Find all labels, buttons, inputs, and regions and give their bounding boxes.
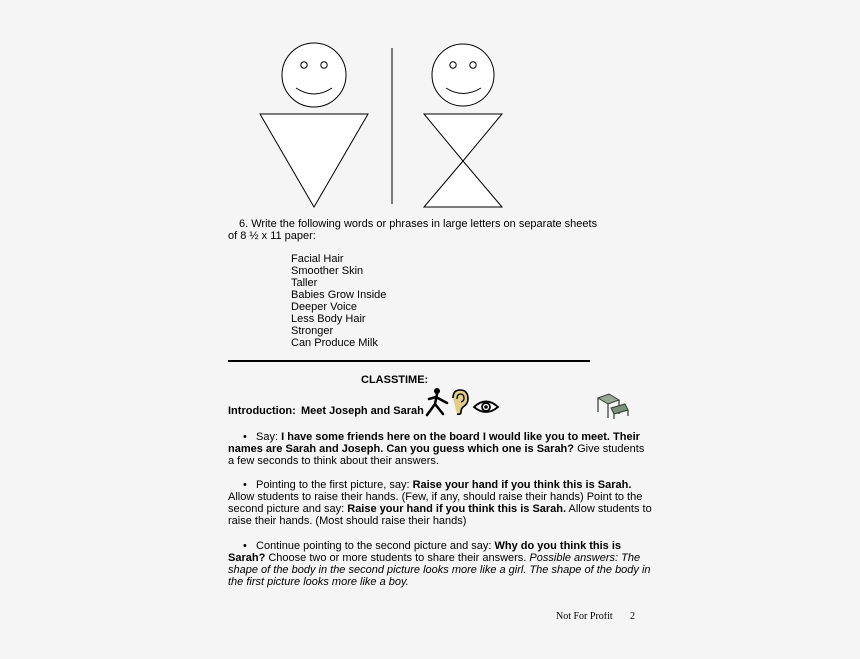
list-item: Can Produce Milk [291,337,378,349]
figure-girl [424,44,502,207]
bullet3-line2 [228,552,640,564]
bullet3-line4: the first picture looks more like a boy. [228,576,409,588]
classtime-heading: CLASSTIME: [361,374,429,386]
figure-boy [260,43,368,207]
bullet2-line2: Allow students to raise their hands. (Few, if any, should raise their hands) Point to the [228,491,643,503]
step6-line1: 6. Write the following words or phrases in large letters on separate sheets [239,218,598,230]
eye-icon [472,398,500,416]
bullet1-line2 [228,443,644,455]
bullet3-lead: Continue pointing to the second picture and say: [256,540,495,552]
bullet3-rest2a: Choose two or more students to share their answers. [265,552,530,564]
footer-text: Not For Profit [556,612,613,620]
bullet3-line1 [243,540,621,552]
stretching-person-icon [421,387,451,417]
bullet2-lead: Pointing to the first picture, say: [256,479,413,491]
list-item: Stronger [291,325,334,337]
bullet2-line3 [228,503,652,515]
bullet-mark: • [243,540,247,552]
list-item: Smoother Skin [291,265,364,277]
stick-figures-illustration [250,38,520,213]
bullet3-bold2: Sarah? [228,552,266,564]
desk-icon [595,392,629,420]
list-item: Facial Hair [291,253,344,265]
bullet2-line3a: second picture and say: [228,503,348,515]
step6-line2: of 8 ½ x 11 paper: [228,230,316,242]
bullet1-line3: a few seconds to think about their answers. [228,455,439,467]
intro-title: Meet Joseph and Sarah [301,405,424,417]
bullet-mark: • [243,431,247,443]
bullet2-bold1: Raise your hand if you think this is Sarah. [412,479,632,491]
bullet2-line3c: Allow students to [566,503,652,515]
bullet1-say: Say: [256,431,282,443]
bullet-mark: • [243,479,247,491]
bullet1-bold1: I have some friends here on the board I would like you to meet. Their [281,431,640,443]
horizontal-rule [228,360,590,362]
list-item: Taller [291,277,318,289]
bullet3-line3: shape of the body in the second picture looks more like a girl. The shape of the body in [228,564,651,576]
ear-icon [449,388,471,416]
list-item: Babies Grow Inside [291,289,387,301]
bullet1-bold2: names are Sarah and Joseph. Can you guess which one is Sarah? [228,443,575,455]
bullet3-bold1: Why do you think this is [494,540,622,552]
list-item: Deeper Voice [291,301,358,313]
bullet2-line1 [243,479,631,491]
intro-label: Introduction: [228,405,296,417]
bullet1-line1 [243,431,640,443]
bullet3-italic2: Possible answers: The [529,552,641,564]
list-item: Less Body Hair [291,313,366,325]
bullet1-rest2: Give students [574,443,645,455]
bullet2-line4: raise their hands. (Most should raise their hands) [228,515,467,527]
page-number: 2 [630,612,635,620]
bullet2-line3b: Raise your hand if you think this is Sarah. [347,503,567,515]
